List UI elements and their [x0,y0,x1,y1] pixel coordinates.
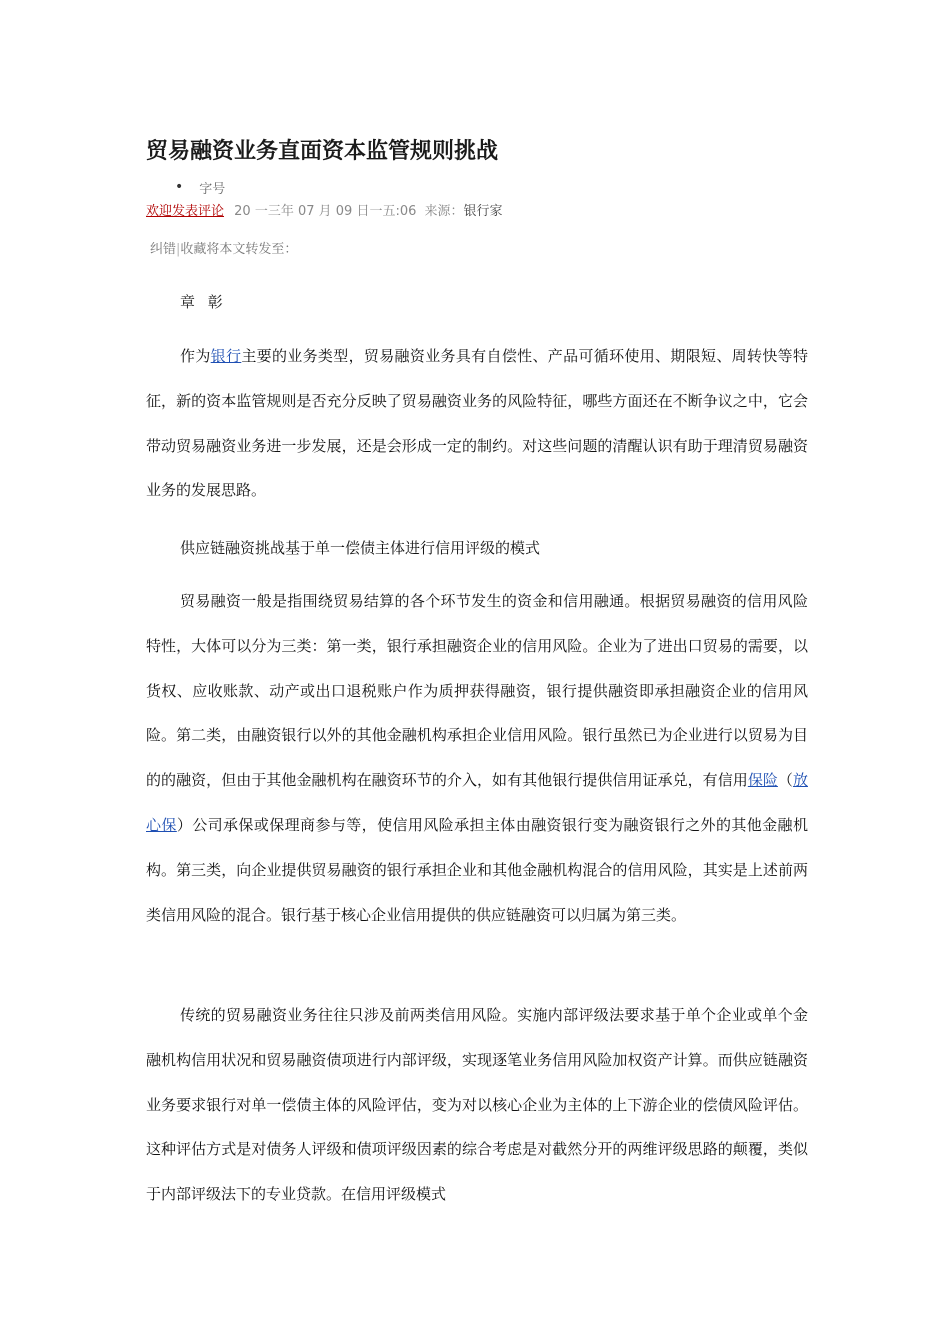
body-paragraph-3 [146,579,808,937]
source-label: 来源： [424,204,464,219]
article-meta [146,201,503,223]
author-name: 章 彰 [180,293,227,311]
correct-link[interactable]: 纠错 [150,242,177,257]
paren-close: ） [176,815,193,834]
font-size-option [175,176,225,198]
publish-datetime: 20 一三年 07 月 09 日一五:06 [234,204,417,219]
tool-separator: | [176,242,181,257]
body-paragraph-4: 传统的贸易融资业务往往只涉及前两类信用风险。实施内部评级法要求基于单个企业或单个金融机构信用状况和贸易融资债项进行内部评级，实现逐笔业务信用风险加权资产计算。而供应链融资业务要求银行对单一偿债主体的风险评估，变为对以核心企业为主体的上下游企业的偿债风险评估。这种评估方式是对债务人评级和债项评级因素的综合考虑是对截然分开的两维评级思路的颠覆，类似于内部评级法下的专业贷款。在信用评级模式 [146,1006,808,1204]
p3-text-2: 公司承保或保理商参与等，使信用风险承担主体由融资银行变为融资银行之外的其他金融机构。第三类，向企业提供贸易融资的银行承担企业和其他金融机构混合的信用风险，其实是上述前两类信用风险的混合。银行基于核心企业信用提供的供应链融资可以归属为第三类。 [146,815,808,924]
section-subheading: 供应链融资挑战基于单一偿债主体进行信用评级的模式 [180,539,541,557]
comment-link[interactable]: 欢迎发表评论 [146,204,225,219]
p1-text: 主要的业务类型，贸易融资业务具有自偿性、产品可循环使用、期限短、周转快等特征，新的资本监管规则是否充分反映了贸易融资业务的风险特征，哪些方面还在不断争议之中，它会带动贸易融资业务进一步发展，还是会形成一定的制约。对这些问题的清醒认识有助于理清贸易融资业务的发展思路。 [146,347,808,500]
bank-link[interactable]: 银行 [210,347,242,365]
p1-prefix: 作为 [180,347,211,365]
share-label: 将本文转发至： [206,242,298,257]
body-paragraph-1 [146,334,808,513]
font-size-label[interactable]: 字号 [199,181,226,197]
bullet-icon: • [175,179,184,195]
article-title: 贸易融资业务直面资本监管规则挑战 [146,139,499,164]
favorite-link[interactable]: 收藏 [180,242,207,257]
p3-text-1: 贸易融资一般是指围绕贸易结算的各个环节发生的资金和信用融通。根据贸易融资的信用风险特性，大体可以分为三类：第一类，银行承担融资企业的信用风险。企业为了进出口贸易的需要，以货权、应收账款、动产或出口退税账户作为质押获得融资，银行提供融资即承担融资企业的信用风险。第二类，由融资银行以外的其他金融机构承担企业信用风险。银行虽然已为企业进行以贸易为目的的融资，但由于其他金融机构在融资环节的介入，如有其他银行提供信用证承兑，有信用 [146,592,808,790]
article-tools [150,240,297,260]
insurance-link[interactable]: 保险 [747,771,778,790]
source-name: 银行家 [463,204,503,219]
fangxinbao-link[interactable]: 放心保 [146,771,808,834]
paren-open: （ [777,771,793,790]
